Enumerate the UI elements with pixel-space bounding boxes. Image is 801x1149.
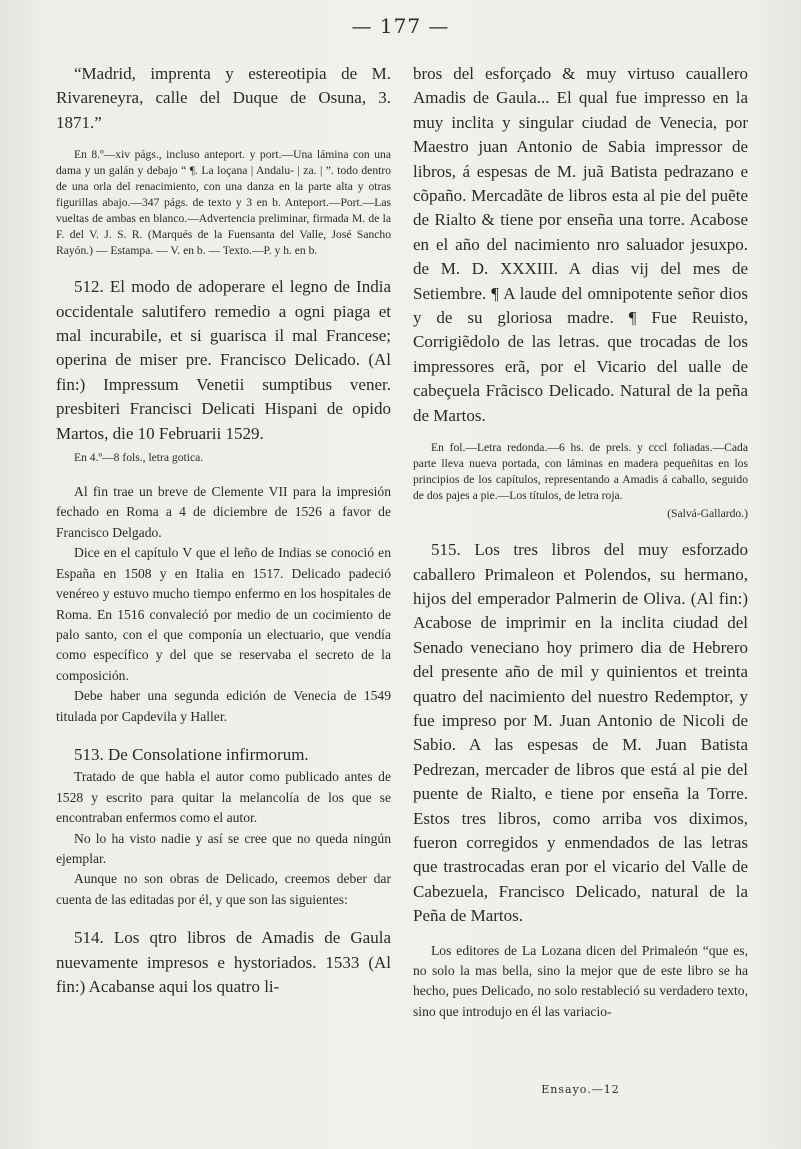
entry-514-continuation: bros del esforçado & muy virtuso cauallero Amadis de Gaula... El qual fue impresso en la muy inclita y singular ciudad de Venecia, por Maestro juan Antonio de Sabia impressor de libros, á espesas de M. juã Batista pedrazano e cõpaño. Mercadãte de libros esta al pie del puẽte de Rialto & tiene por enseña una torre. Acabose en el año del nacimiento nro saluador jesuxpo. de M. D. XXXIII. A dias vij del mes de Setiembre. ¶ A laude del omnipotente señor dios y de su gloriosa madre. ¶ Fue Reuisto, Corrigiẽdolo de las letras. que trocadas de los impressores erã, por el Vicario del ualle de cabeçuela Frãcisco Delicado. Natural de la peña de Martos. [413, 64, 748, 425]
left-column [56, 62, 391, 999]
paragraph: Al fin trae un breve de Clemente VII para la impresión fechado en Roma a 4 de diciembre de 1526 a favor de Francisco Delgado. [56, 484, 391, 540]
bibliographic-note: En 8.º—xiv págs., incluso anteport. y port.—Una lámina con una dama y un galán y debajo “ ¶. La loçana | Andalu- | za. | ”. todo dentro de una orla del renacimiento, con una danza en la parte alta y otras figurillas abajo.—347 págs. de texto y 3 en b. Anteport.—Port.—Las vueltas de ambas en blanco.—Advertencia preliminar, firmada M. de la F. del V. J. S. R. (Marqués de la Fuensanta del Valle, José Sancho Rayón.) — Estampa. — V. en b. — Texto.—P. y h. en b. [56, 148, 391, 258]
paragraph: Debe haber una segunda edición de Venecia de 1549 titulada por Capdevila y Haller. [56, 688, 391, 724]
entry-number: 512. [74, 277, 104, 297]
paragraph: Dice en el capítulo V que el leño de Indias se conoció en España en 1508 y en Italia en 1517. Delicado padeció venéreo y estuvo mucho tiempo enfermo en los hospitales de Roma. En 1516 convaleció por medio de un cocimiento de palo santo, con el que componía un electuario, que vendía como específico y del que se reservaba el secreto de la composición. [56, 545, 391, 683]
entry-number: 514. [74, 928, 104, 948]
paragraph: Tratado de que habla el autor como publicado antes de 1528 y escrito para quitar la melancolía de los que se encontraban enfermos como el autor. [56, 769, 391, 826]
entry-515 [413, 538, 748, 929]
imprint-quote: “Madrid, imprenta y estereotipia de M. Rivareneyra, calle del Duque de Osuna, 3. 1871.” [56, 64, 391, 132]
entry-text: Los tres libros del muy esforzado caballero Primaleon et Polendos, su hermano, hijos del emperador Palmerin de Oliva. (Al fin:) Acabose de imprimir en la inclita ciudad del Senado veneciano hoy primero dia de Hebrero del presente año de mil y quinientos et treinta quatro del nacimiento del nuestro Redemptor, y fue impreso por M. Juan Antonio de Nicoli de Sabio. A las espesas de M. Juan Batista Pedrezan, mercader de libros que está al pie del puente de Rialto, e tiene por enseña la Torre. Estos tres libros, como arriba vos diximos, fueron corregidos y enmendados de las letras que trastrocadas eran por el vicario del Valle de Cabezuela, Francisco Delicado, natural de la Peña de Martos. [413, 540, 749, 926]
paragraph: Los editores de La Lozana dicen del Primaleón “que es, no solo la mas bella, sino la mejor que de este libro se ha hecho, pues Delicado, no solo restableció su verdadero texto, sino que introdujo en él las variacio- [413, 942, 748, 1019]
entry-number: 513. [74, 744, 104, 764]
paragraph: Aunque no son obras de Delicado, creemos deber dar cuenta de las editadas por él, y que son las siguientes: [56, 871, 391, 907]
entry-text: El modo de adoperare el legno de India occidentale salutifero remedio a ogni piaga et mal incurabile, et si guarisca il mal Francese; operina de miser pre. Francisco Delicado. (Al fin:) Impressum Venetii sumptibus vener. presbiteri Francisci Delicati Hispani de opido Martos, die 10 Februarii 1529. [56, 277, 391, 443]
right-column [413, 62, 748, 1022]
source-citation: (Salvá-Gallardo.) [667, 507, 748, 521]
paragraph: No lo ha visto nadie y así se cree que no queda ningún ejemplar. [56, 830, 391, 866]
entry-512 [56, 275, 391, 446]
signature-footer: Ensayo.—12 [541, 1083, 620, 1096]
entry-513 [56, 743, 391, 767]
entry-512-note: En 4.º—8 fols., letra gotica. [74, 451, 204, 465]
entry-514-note: En fol.—Letra redonda.—6 hs. de prels. y cccl foliadas.—Cada parte lleva nueva portada, con láminas en madera pequeñitas en los principios de los capítulos, representando a Amadis á caballo, seguido de dos pajes a pie.—Los títulos, de letra roja. [413, 441, 748, 503]
entry-number: 515. [431, 540, 461, 560]
page-number: — 177 — [351, 14, 450, 38]
entry-title: De Consolatione infirmorum. [108, 744, 309, 764]
entry-514 [56, 926, 391, 999]
entry-text: Los qtro libros de Amadis de Gaula nuevamente impresos e hystoriados. 1533 (Al fin:) Acabanse aqui los quatro li- [56, 928, 391, 996]
